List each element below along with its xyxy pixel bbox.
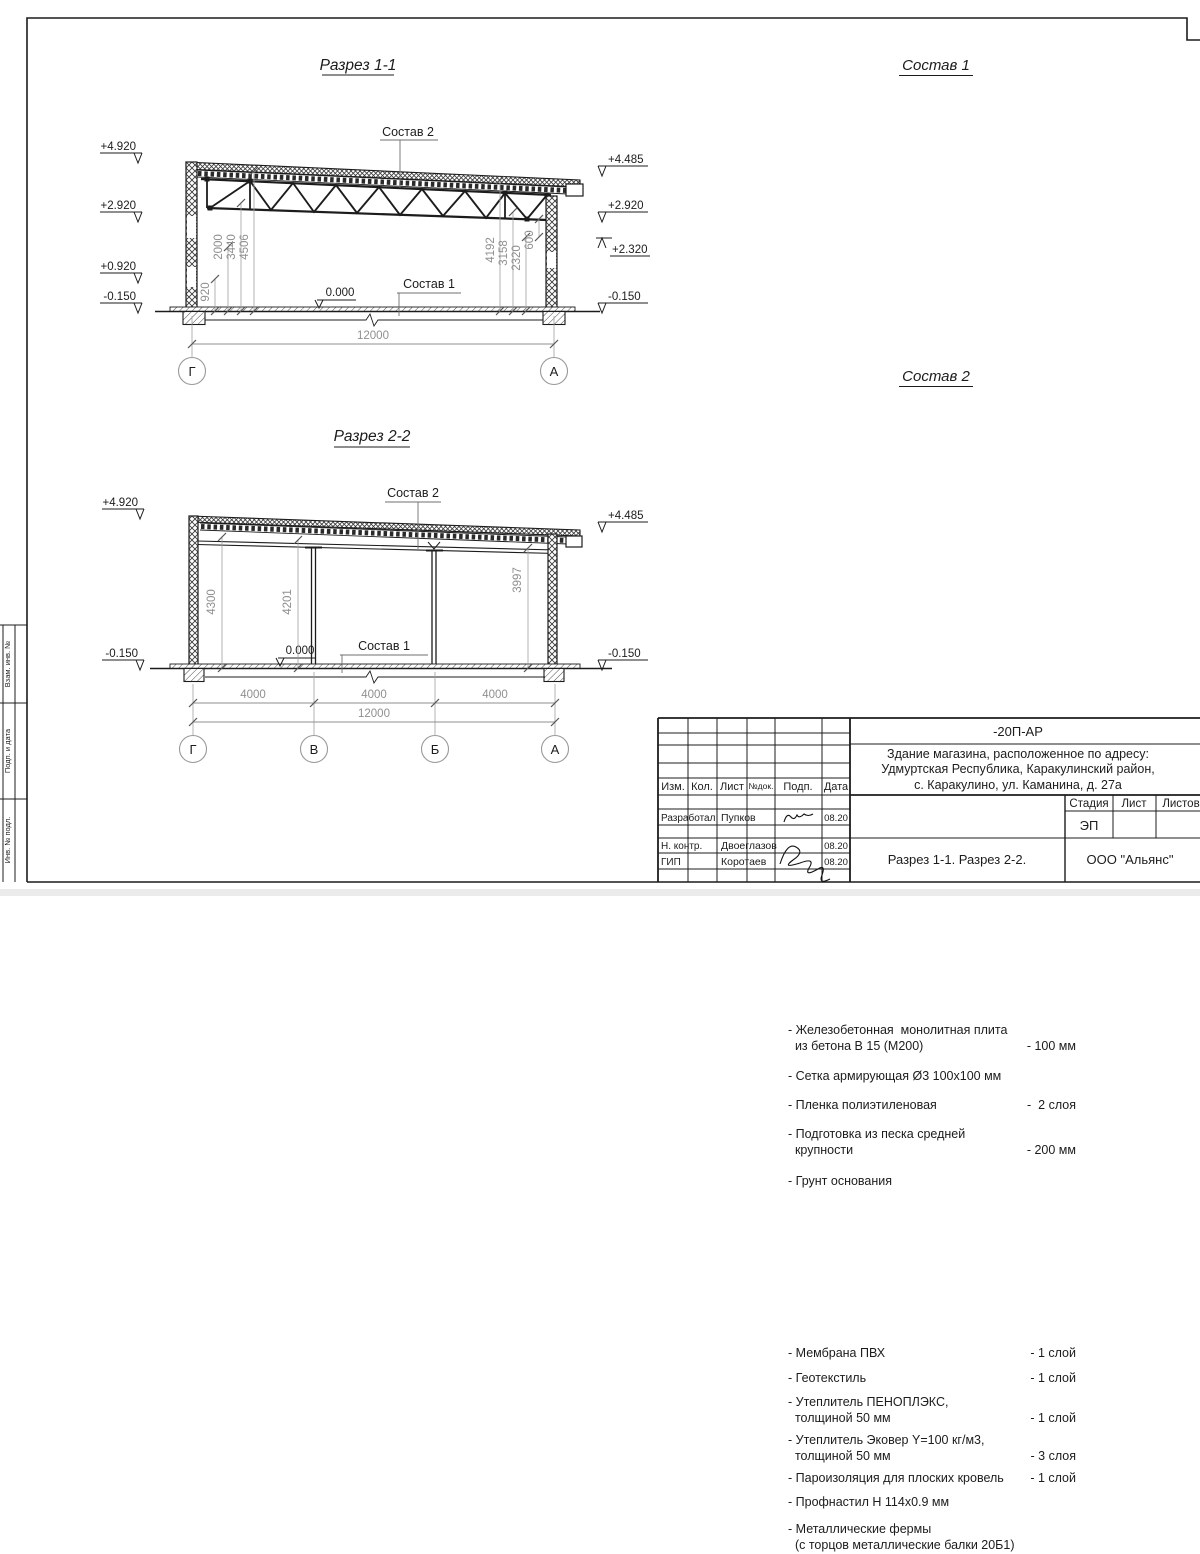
dim-text: 12000 (357, 330, 389, 342)
elevation-mark: +4.920 (102, 497, 138, 509)
axis-letter: Б (430, 742, 440, 757)
item-name: - Грунт основания (788, 1174, 893, 1188)
item-name: - Железобетонная монолитная плита из бетона В 15 (М200) (788, 1023, 1008, 1054)
dim-text: 4506 (239, 234, 251, 260)
elevation-mark: -0.150 (608, 648, 641, 660)
axis-letter: А (549, 364, 559, 379)
dim-text: 920 (200, 282, 212, 302)
doc-code: -20П-АР (993, 724, 1043, 739)
dim-text: 4000 (361, 689, 387, 701)
section-2-bottom-dims (180, 672, 569, 763)
section-1-elevations-left (100, 141, 142, 313)
dim-text: 4192 (485, 237, 497, 263)
signature (784, 814, 813, 822)
row-role: Разработал (661, 813, 716, 824)
item-value: - 100 мм (1026, 1039, 1076, 1054)
col-list: Лист (720, 781, 744, 793)
item-value: - 2 слоя (1027, 1098, 1076, 1112)
elevation-mark: +4.485 (608, 154, 644, 166)
dim-text: 12000 (358, 708, 390, 720)
item-value: - 1 слой (1030, 1411, 1076, 1426)
row-name: Пупков (721, 812, 756, 824)
elevation-mark: +0.920 (100, 261, 136, 273)
list-item (788, 1173, 1076, 1189)
item-name: - Геотекстиль (788, 1371, 867, 1385)
section-2-roof (190, 516, 582, 554)
row-date: 08.20 (824, 857, 848, 868)
section-1-vertical-dim-texts (200, 230, 536, 301)
elevation-mark: -0.150 (103, 291, 136, 303)
section-1-title: Разрез 1-1 (319, 57, 397, 74)
row-name: Двоеглазов (721, 840, 777, 852)
list-item (788, 1432, 1076, 1465)
sostav-2-title: Состав 2 (786, 368, 1086, 385)
sostav1-leader-label: Состав 1 (403, 277, 455, 291)
axis-letter: В (309, 742, 319, 757)
row-role: Н. контр. (661, 841, 703, 852)
wall-opening (547, 252, 556, 268)
list-item (788, 1470, 1076, 1486)
list-item (788, 1022, 1076, 1055)
elevation-mark: -0.150 (608, 291, 641, 303)
section-2-2 (102, 428, 648, 763)
axis-letter: А (550, 742, 560, 757)
item-name: - Сетка армирующая Ø3 100х100 мм (788, 1069, 1002, 1083)
frame-side-label: Взам. инв. № (3, 640, 12, 688)
item-name: - Профнастил Н 114х0.9 мм (788, 1495, 950, 1509)
col-izm: Изм. (661, 781, 685, 793)
item-value: - 3 слоя (1030, 1449, 1076, 1464)
item-value: - 200 мм (1026, 1143, 1076, 1158)
title-block (658, 718, 1200, 882)
roof-edge-plate (566, 184, 583, 196)
list-item (788, 1370, 1076, 1386)
wall-opening (187, 216, 196, 238)
sheet-label: Лист (1121, 798, 1147, 810)
col-data: Дата (823, 781, 849, 793)
col-kol: Кол. (691, 781, 713, 793)
frame-side-label: Подп. и дата (3, 728, 12, 774)
elevation-mark: -0.150 (105, 648, 138, 660)
stage-value: ЭП (1079, 818, 1099, 833)
doc-title: Разрез 1-1. Разрез 2-2. (887, 852, 1027, 867)
sostav2-leader-label: Состав 2 (382, 125, 434, 139)
wall-opening (187, 267, 196, 287)
zero-level-label: 0.000 (285, 645, 315, 657)
sostav1-leader-label: Состав 1 (358, 639, 410, 653)
elevation-mark: +4.485 (608, 510, 644, 522)
dim-text: 2000 (213, 234, 225, 260)
list-item (788, 1126, 1076, 1159)
dim-text: 600 (524, 230, 536, 250)
item-value: - 1 слой (1030, 1471, 1076, 1485)
section-2-floor (150, 664, 612, 683)
col-ndok: №док. (748, 781, 774, 791)
elevation-mark: +2.320 (612, 244, 648, 256)
sheet-edge (0, 889, 1200, 896)
section-1-labels (315, 125, 461, 316)
list-item (788, 1068, 1076, 1084)
dim-text: 3158 (498, 240, 510, 266)
dim-text: 4000 (240, 689, 266, 701)
list-item (788, 1494, 1076, 1510)
dim-text: 2320 (511, 245, 523, 271)
weld-mark (428, 542, 440, 549)
list-item (788, 1097, 1076, 1113)
axis-letter: Г (188, 364, 196, 379)
item-name: - Подготовка из песка средней крупности (788, 1127, 966, 1158)
elevation-mark: +2.920 (608, 200, 644, 212)
item-name: - Утеплитель Эковер Y=100 кг/м3, толщиной 50 мм (788, 1433, 985, 1464)
list-item (788, 1394, 1076, 1427)
dim-text: 4201 (282, 589, 294, 615)
row-name: Коротаев (721, 856, 767, 868)
col-podp: Подп. (783, 781, 813, 793)
frame-side-label: Инв. № подл. (3, 816, 12, 864)
interior-column (426, 551, 443, 669)
item-value: - 1 слой (1030, 1346, 1076, 1360)
item-name: - Металлические фермы (с торцов металлические балки 20Б1) (788, 1522, 1015, 1553)
axis-letter: Г (189, 742, 197, 757)
dim-text: 3997 (512, 567, 524, 593)
sostav-1-title: Состав 1 (786, 57, 1086, 74)
item-name: - Пароизоляция для плоских кровель (788, 1471, 1004, 1485)
object-line: с. Каракулино, ул. Каманина, д. 27а (914, 778, 1122, 792)
list-item (788, 1345, 1076, 1361)
section-1-elevations-right (596, 154, 650, 313)
item-name: - Утеплитель ПЕНОПЛЭКС, толщиной 50 мм (788, 1395, 949, 1426)
roof-edge-plate (566, 536, 582, 547)
row-role: ГИП (661, 857, 681, 868)
stage-label: Стадия (1069, 798, 1109, 810)
sheets-label: Листов (1162, 798, 1200, 810)
object-line: Удмуртская Республика, Каракулинский район, (881, 762, 1155, 776)
object-line: Здание магазина, расположенное по адресу: (887, 747, 1149, 761)
section-1-roof (186, 162, 583, 196)
elevation-mark: +2.920 (100, 200, 136, 212)
section-1-bottom-dims (179, 316, 568, 385)
row-date: 08.20 (824, 813, 848, 824)
row-date: 08.20 (824, 841, 848, 852)
section-1-floor (155, 307, 600, 326)
dim-text: 4300 (206, 589, 218, 615)
list-item (788, 1521, 1076, 1554)
section-2-title: Разрез 2-2 (333, 428, 411, 445)
section-2-labels (276, 486, 441, 673)
dim-text: 4000 (482, 689, 508, 701)
item-name: - Пленка полиэтиленовая (788, 1098, 937, 1112)
dim-text: 3440 (226, 234, 238, 260)
section-1-1 (100, 57, 650, 385)
sostav2-leader-label: Состав 2 (387, 486, 439, 500)
item-name: - Мембрана ПВХ (788, 1346, 886, 1360)
item-value: - 1 слой (1030, 1371, 1076, 1385)
zero-level-label: 0.000 (325, 287, 355, 299)
elevation-mark: +4.920 (100, 141, 136, 153)
company-name: ООО "Альянс" (1086, 852, 1174, 867)
